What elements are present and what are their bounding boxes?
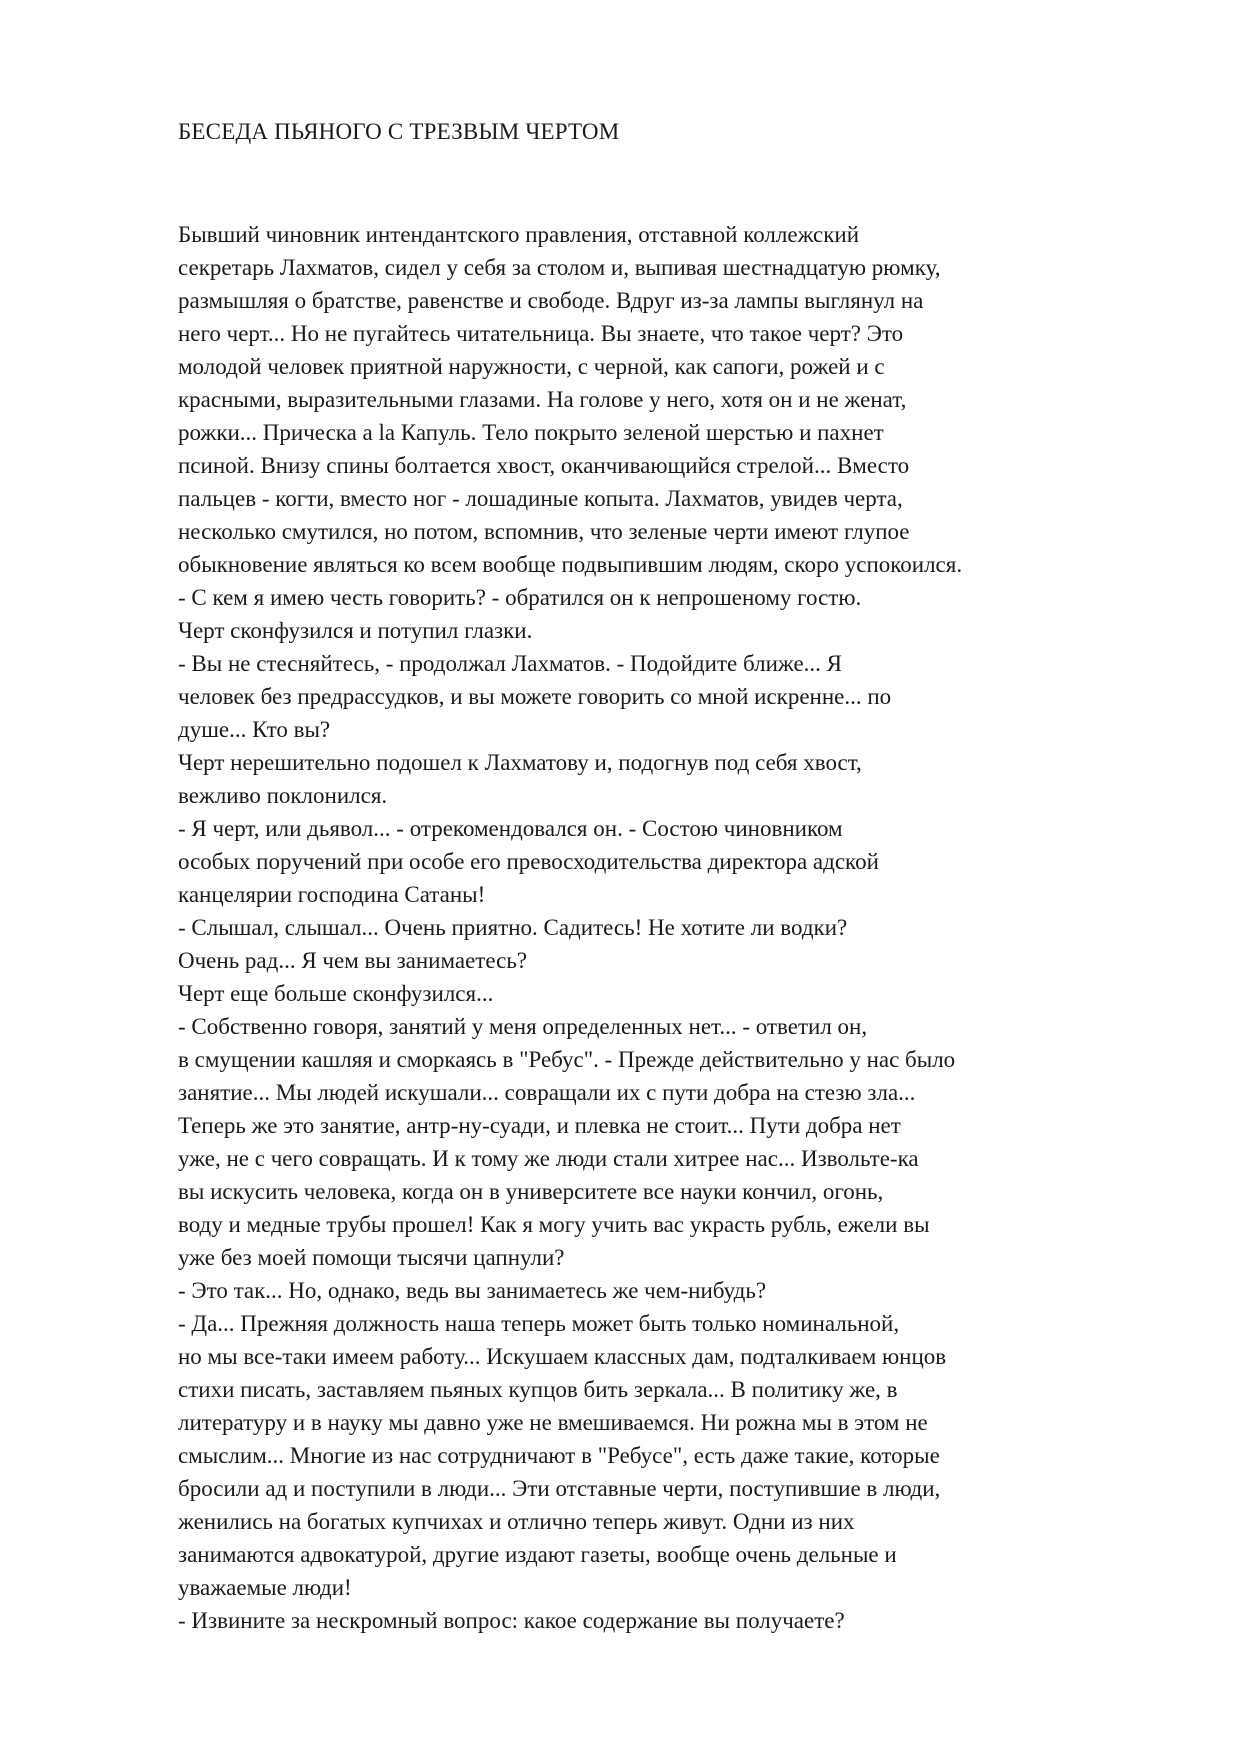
text-line: несколько смутился, но потом, вспомнив, что зеленые черти имеют глупое — [178, 519, 910, 544]
text-line: литературу и в науку мы давно уже не вмешиваемся. Ни рожна мы в этом не — [178, 1410, 928, 1435]
text-line: но мы все-таки имеем работу... Искушаем классных дам, подталкиваем юнцов — [178, 1344, 947, 1369]
text-line: рожки... Прическа a la Капуль. Тело покрыто зеленой шерстью и пахнет — [178, 420, 884, 445]
text-line: занимаются адвокатурой, другие издают газеты, вообще очень дельные и — [178, 1542, 897, 1567]
text-line: Бывший чиновник интендантского правления, отставной коллежский — [178, 222, 860, 247]
text-line: псиной. Внизу спины болтается хвост, оканчивающийся стрелой... Вместо — [178, 453, 910, 478]
text-line: душе... Кто вы? — [178, 717, 331, 742]
text-line: - Вы не стесняйтесь, - продолжал Лахматов. - Подойдите ближе... Я — [178, 651, 843, 676]
text-line: женились на богатых купчихах и отлично теперь живут. Одни из них — [178, 1509, 855, 1534]
text-line: секретарь Лахматов, сидел у себя за столом и, выпивая шестнадцатую рюмку, — [178, 255, 941, 280]
text-line: уже без моей помощи тысячи цапнули? — [178, 1245, 565, 1270]
text-line: занятие... Мы людей искушали... совращали их с пути добра на стезю зла... — [178, 1080, 916, 1105]
text-line: Очень рад... Я чем вы занимаетесь? — [178, 948, 528, 973]
document-title: БЕСЕДА ПЬЯНОГО С ТРЕЗВЫМ ЧЕРТОМ — [178, 119, 620, 144]
text-line: - Это так... Но, однако, ведь вы занимаетесь же чем-нибудь? — [178, 1278, 767, 1303]
text-line: - Да... Прежняя должность наша теперь может быть только номинальной, — [178, 1311, 900, 1336]
text-line: канцелярии господина Сатаны! — [178, 882, 486, 907]
text-line: Теперь же это занятие, антр-ну-суади, и плевка не стоит... Пути добра нет — [178, 1113, 901, 1138]
text-line: - Слышал, слышал... Очень приятно. Садитесь! Не хотите ли водки? — [178, 915, 848, 940]
text-line: вы искусить человека, когда он в университете все науки кончил, огонь, — [178, 1179, 884, 1204]
text-line: уважаемые люди! — [178, 1575, 352, 1600]
text-line: пальцев - когти, вместо ног - лошадиные копыта. Лахматов, увидев черта, — [178, 486, 903, 511]
text-line: особых поручений при особе его превосходительства директора адской — [178, 849, 879, 874]
text-line: стихи писать, заставляем пьяных купцов бить зеркала... В политику же, в — [178, 1377, 898, 1402]
text-line: в смущении кашляя и сморкаясь в "Ребус". - Прежде действительно у нас было — [178, 1047, 956, 1072]
text-line: - Собственно говоря, занятий у меня определенных нет... - ответил он, — [178, 1014, 868, 1039]
text-line: уже, не с чего совращать. И к тому же люди стали хитрее нас... Извольте-ка — [178, 1146, 919, 1171]
document-body — [178, 218, 1078, 1637]
text-line: вежливо поклонился. — [178, 783, 388, 808]
text-line: Черт нерешительно подошел к Лахматову и, подогнув под себя хвост, — [178, 750, 862, 775]
text-line: - Я черт, или дьявол... - отрекомендовался он. - Состою чиновником — [178, 816, 843, 841]
text-line: смыслим... Многие из нас сотрудничают в "Ребусе", есть даже такие, которые — [178, 1443, 940, 1468]
text-line: молодой человек приятной наружности, с черной, как сапоги, рожей и с — [178, 354, 885, 379]
text-line: обыкновение являться ко всем вообще подвыпившим людям, скоро успокоился. — [178, 552, 963, 577]
text-line: человек без предрассудков, и вы можете говорить со мной искренне... по — [178, 684, 892, 709]
text-line: - Извините за нескромный вопрос: какое содержание вы получаете? — [178, 1608, 845, 1633]
text-line: красными, выразительными глазами. На голове у него, хотя он и не женат, — [178, 387, 907, 412]
text-line: размышляя о братстве, равенстве и свободе. Вдруг из-за лампы выглянул на — [178, 288, 924, 313]
text-line: Черт еще больше сконфузился... — [178, 981, 494, 1006]
text-line: - С кем я имею честь говорить? - обратился он к непрошеному гостю. — [178, 585, 862, 610]
text-line: воду и медные трубы прошел! Как я могу учить вас украсть рубль, ежели вы — [178, 1212, 930, 1237]
text-line: него черт... Но не пугайтесь читательница. Вы знаете, что такое черт? Это — [178, 321, 904, 346]
text-line: бросили ад и поступили в люди... Эти отставные черти, поступившие в люди, — [178, 1476, 941, 1501]
text-line: Черт сконфузился и потупил глазки. — [178, 618, 533, 643]
